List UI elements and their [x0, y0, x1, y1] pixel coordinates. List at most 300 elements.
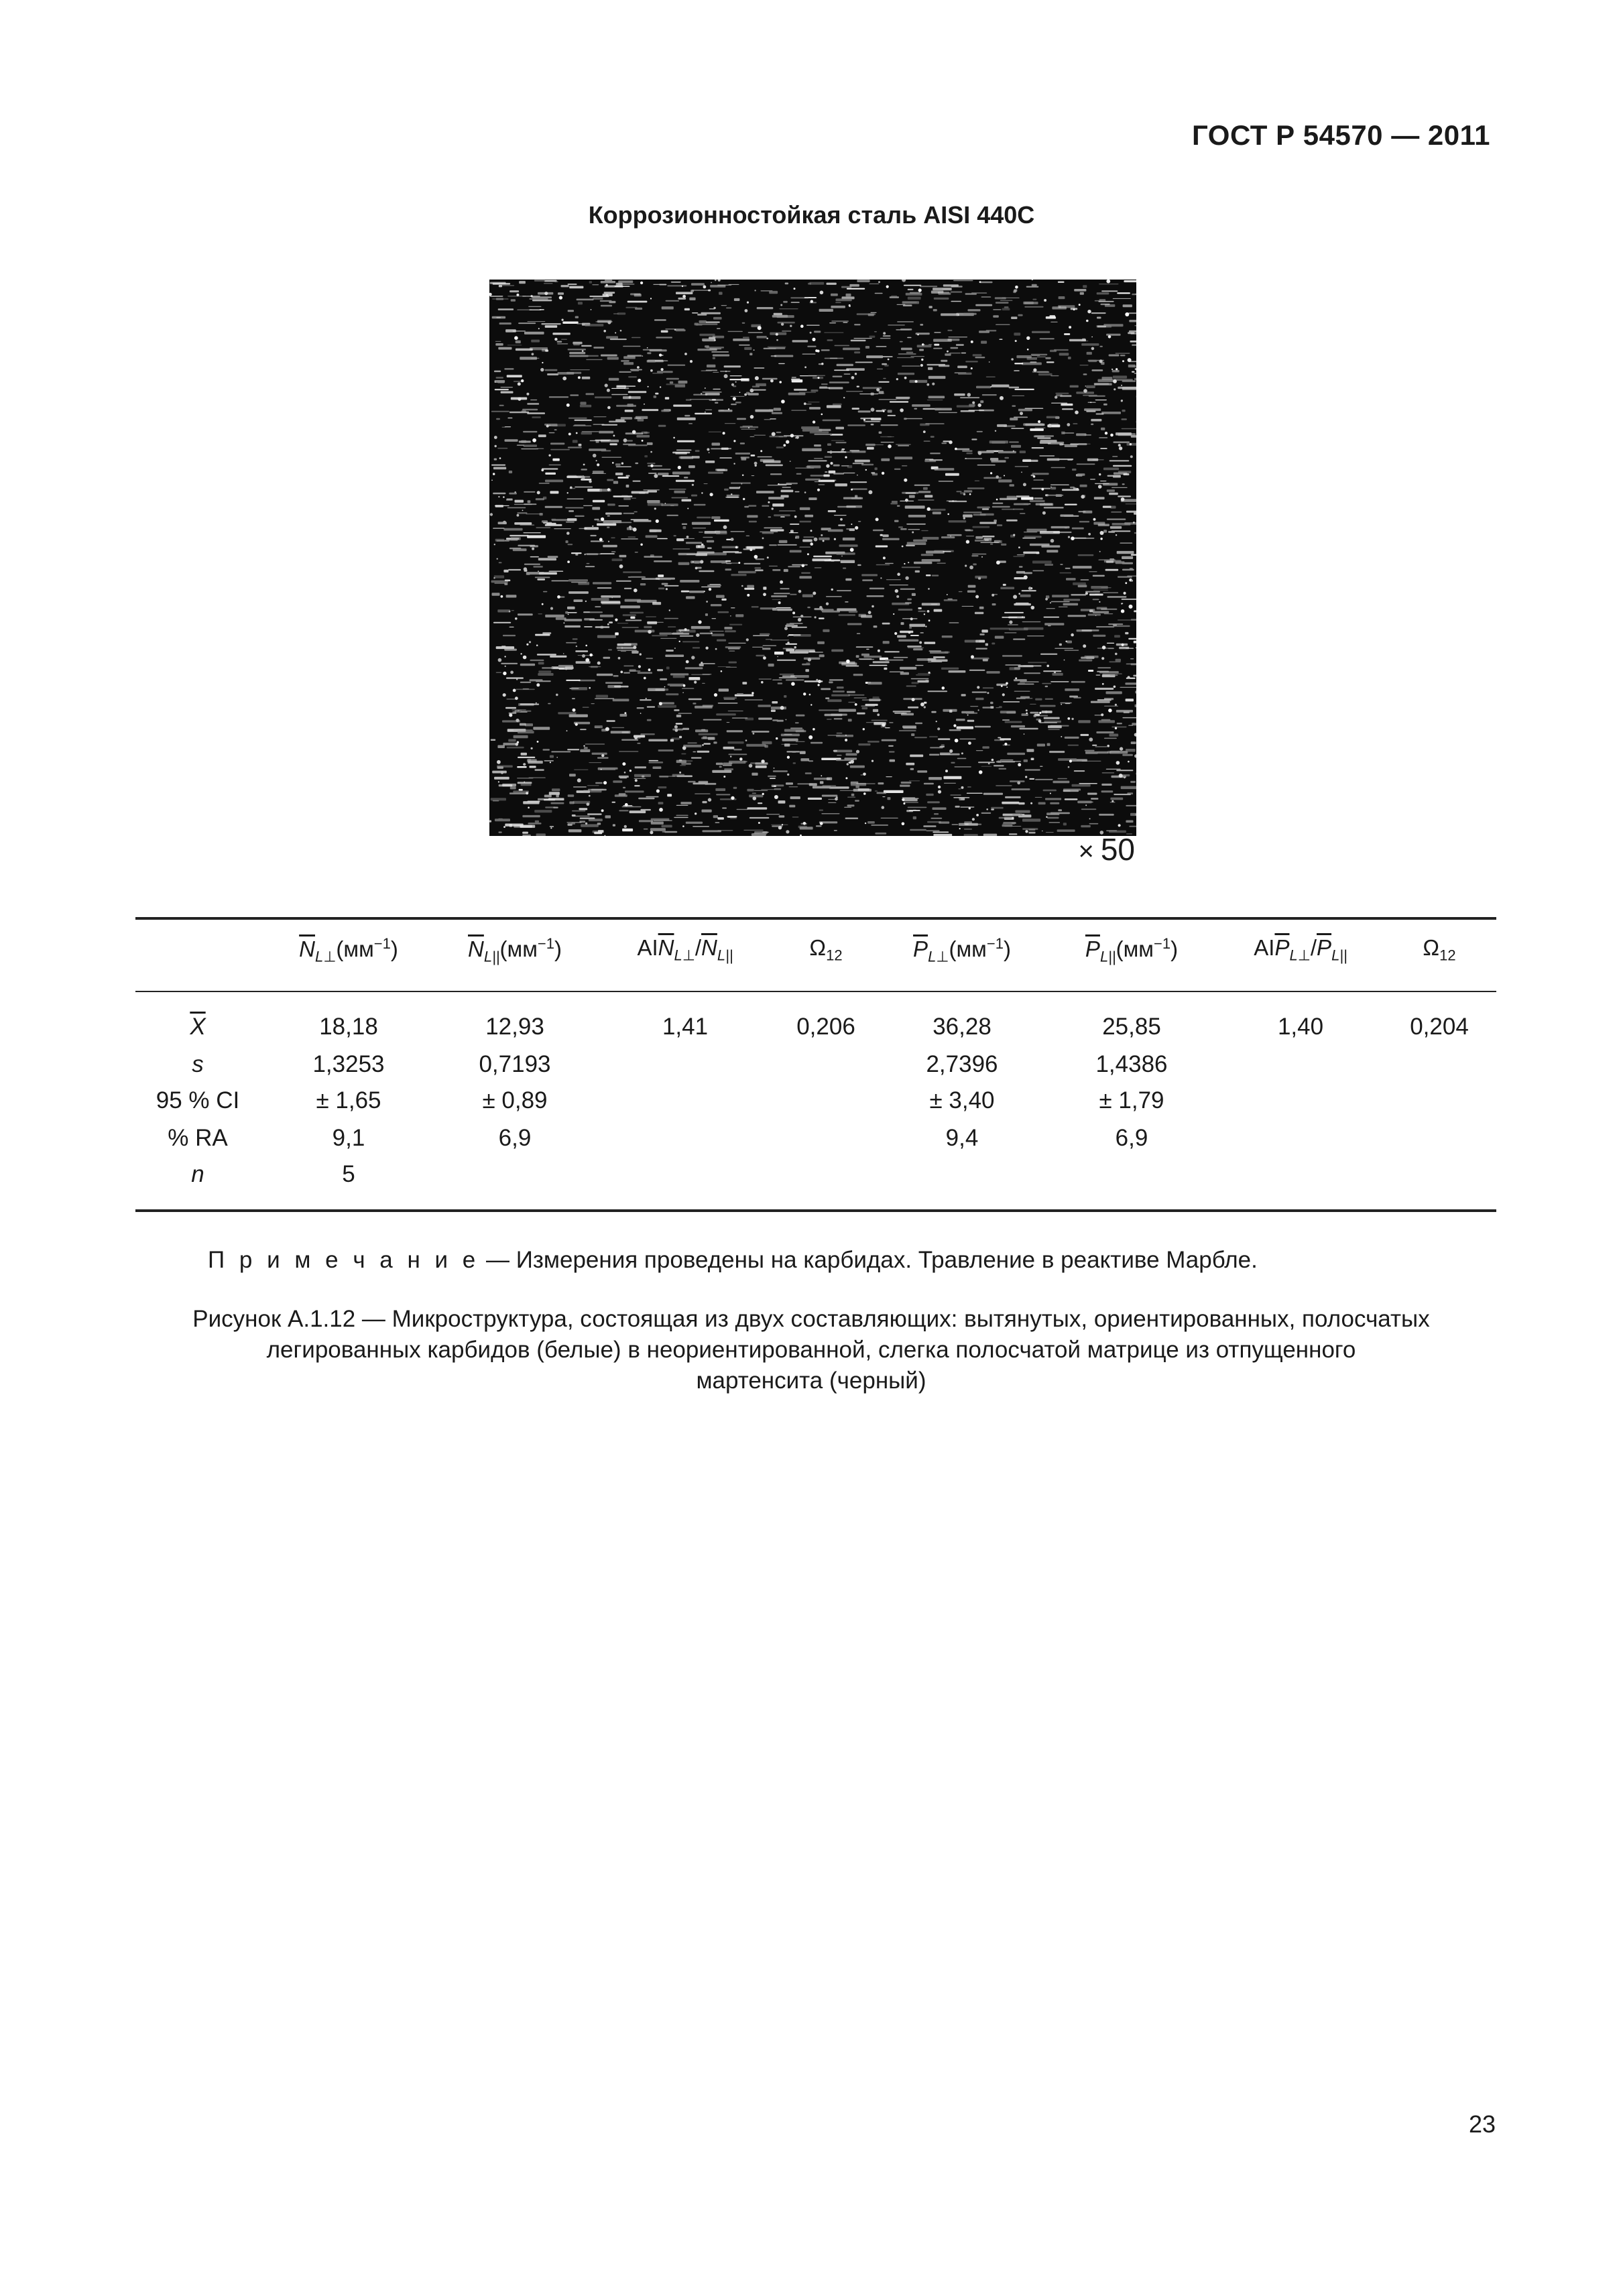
- carbide-streak: [965, 361, 978, 362]
- carbide-streak: [680, 802, 691, 804]
- carbide-streak: [902, 465, 907, 466]
- carbide-grain: [1004, 475, 1005, 477]
- carbide-grain: [794, 516, 797, 518]
- carbide-grain: [836, 796, 838, 798]
- carbide-streak: [739, 345, 750, 346]
- carbide-grain: [855, 373, 857, 375]
- carbide-streak: [729, 624, 742, 625]
- table-cell: 1,40: [1277, 1014, 1324, 1040]
- carbide-streak: [1122, 717, 1136, 719]
- table-cell: ± 1,79: [1099, 1087, 1164, 1113]
- carbide-streak: [643, 489, 660, 491]
- carbide-streak: [1055, 648, 1073, 650]
- carbide-grain: [597, 662, 601, 665]
- carbide-grain: [818, 377, 820, 379]
- carbide-streak: [934, 332, 941, 333]
- carbide-streak: [507, 418, 512, 419]
- carbide-grain: [640, 282, 643, 284]
- carbide-streak: [949, 710, 953, 713]
- carbide-streak: [1023, 423, 1043, 426]
- carbide-streak: [538, 670, 551, 673]
- carbide-streak: [836, 760, 853, 761]
- carbide-streak: [933, 511, 941, 514]
- carbide-streak: [1085, 751, 1098, 754]
- carbide-streak: [667, 285, 686, 286]
- carbide-streak: [979, 607, 984, 609]
- carbide-streak: [1045, 686, 1048, 687]
- carbide-grain: [955, 448, 957, 450]
- carbide-streak: [906, 493, 916, 494]
- carbide-streak: [661, 410, 669, 412]
- carbide-streak: [754, 435, 766, 436]
- carbide-streak: [1071, 594, 1086, 596]
- carbide-grain: [1048, 424, 1052, 428]
- figure-caption: [147, 1304, 1475, 1396]
- carbide-streak: [968, 410, 984, 411]
- carbide-streak: [665, 397, 669, 400]
- table-bottom-rule: [135, 1209, 1496, 1212]
- carbide-streak: [735, 552, 742, 553]
- carbide-grain: [1021, 472, 1022, 473]
- carbide-streak: [1131, 554, 1136, 556]
- carbide-streak: [834, 830, 837, 831]
- carbide-streak: [855, 362, 873, 363]
- carbide-streak: [784, 743, 790, 746]
- carbide-streak: [1083, 511, 1092, 513]
- carbide-streak: [715, 788, 725, 791]
- carbide-grain: [969, 566, 973, 570]
- carbide-grain: [730, 756, 732, 758]
- carbide-streak: [592, 284, 599, 285]
- carbide-grain: [1006, 682, 1008, 685]
- carbide-streak: [776, 432, 782, 433]
- carbide-streak: [607, 685, 621, 688]
- carbide-streak: [867, 741, 880, 743]
- carbide-streak: [819, 538, 829, 540]
- carbide-streak: [1032, 488, 1051, 489]
- carbide-streak: [789, 532, 798, 533]
- carbide-grain: [624, 772, 626, 774]
- carbide-streak: [800, 521, 811, 523]
- carbide-streak: [843, 348, 860, 351]
- carbide-streak: [764, 419, 771, 420]
- carbide-streak: [855, 495, 857, 498]
- carbide-streak: [620, 605, 640, 608]
- carbide-grain: [723, 432, 725, 434]
- carbide-streak: [1035, 699, 1042, 701]
- carbide-streak: [524, 564, 540, 565]
- carbide-streak: [1024, 302, 1038, 304]
- carbide-streak: [727, 741, 743, 744]
- carbide-streak: [778, 800, 786, 804]
- carbide-grain: [820, 291, 824, 295]
- carbide-grain: [566, 404, 570, 407]
- carbide-streak: [501, 646, 505, 648]
- carbide-streak: [686, 596, 695, 599]
- carbide-streak: [807, 346, 816, 347]
- carbide-streak: [1091, 424, 1093, 426]
- carbide-streak: [991, 807, 1003, 809]
- carbide-streak: [950, 794, 961, 796]
- carbide-streak: [1126, 511, 1136, 513]
- carbide-grain: [1039, 712, 1041, 714]
- carbide-grain: [767, 556, 769, 558]
- carbide-grain: [698, 545, 701, 548]
- carbide-streak: [643, 349, 662, 351]
- carbide-streak: [1068, 745, 1079, 746]
- carbide-streak: [605, 280, 612, 281]
- carbide-grain: [542, 362, 543, 363]
- carbide-streak: [813, 786, 831, 789]
- carbide-streak: [754, 367, 764, 369]
- carbide-streak: [921, 530, 928, 531]
- carbide-streak: [1017, 554, 1025, 556]
- carbide-streak: [1053, 673, 1063, 676]
- carbide-streak: [803, 536, 814, 538]
- carbide-grain: [754, 349, 755, 351]
- carbide-streak: [809, 282, 824, 285]
- carbide-streak: [711, 618, 716, 619]
- carbide-streak: [1135, 690, 1136, 693]
- carbide-grain: [955, 739, 959, 743]
- carbide-streak: [999, 817, 1012, 819]
- carbide-grain: [516, 294, 519, 296]
- carbide-streak: [538, 613, 542, 614]
- carbide-streak: [967, 591, 975, 593]
- carbide-grain: [1118, 824, 1121, 827]
- carbide-streak: [910, 768, 914, 770]
- carbide-grain: [912, 698, 915, 701]
- carbide-streak: [543, 591, 548, 593]
- carbide-streak: [1081, 825, 1091, 827]
- carbide-grain: [841, 556, 843, 557]
- carbide-streak: [800, 507, 810, 510]
- carbide-grain: [1099, 551, 1101, 552]
- carbide-grain: [556, 757, 558, 758]
- carbide-streak: [880, 534, 883, 536]
- carbide-streak: [522, 815, 540, 817]
- micrograph-image: [489, 280, 1136, 836]
- carbide-streak: [544, 760, 554, 762]
- carbide-streak: [1040, 531, 1060, 534]
- carbide-streak: [658, 786, 666, 788]
- col-header-ai-nl: $AI\overline{N}_{L\perp}/\overline{N}_{L||}$: [637, 935, 733, 964]
- carbide-streak: [522, 832, 528, 834]
- carbide-streak: [768, 497, 784, 499]
- carbide-streak: [1044, 717, 1060, 719]
- carbide-grain: [938, 790, 941, 794]
- carbide-streak: [1091, 701, 1110, 703]
- carbide-streak: [1110, 798, 1123, 800]
- carbide-grain: [762, 793, 764, 795]
- carbide-grain: [592, 526, 593, 527]
- carbide-streak: [1014, 363, 1023, 364]
- carbide-streak: [524, 532, 541, 533]
- carbide-streak: [688, 677, 700, 680]
- carbide-streak: [907, 337, 912, 339]
- carbide-streak: [686, 399, 691, 401]
- carbide-grain: [1006, 686, 1008, 688]
- table-cell: 6,9: [1115, 1125, 1148, 1151]
- carbide-streak: [1034, 715, 1036, 717]
- carbide-streak: [777, 609, 792, 611]
- carbide-grain: [813, 420, 815, 423]
- carbide-grain: [821, 534, 823, 536]
- magnification-value: 50: [1100, 832, 1135, 867]
- carbide-streak: [676, 723, 683, 725]
- carbide-grain: [724, 374, 728, 378]
- carbide-grain: [1113, 379, 1117, 383]
- carbide-grain: [851, 489, 853, 491]
- carbide-grain: [1075, 410, 1079, 414]
- carbide-streak: [1130, 568, 1133, 570]
- carbide-streak: [871, 472, 875, 473]
- carbide-streak: [496, 672, 502, 673]
- carbide-streak: [1133, 675, 1136, 677]
- carbide-streak: [1080, 292, 1084, 295]
- carbide-grain: [830, 462, 833, 465]
- carbide-streak: [542, 468, 558, 469]
- carbide-streak: [918, 607, 921, 609]
- carbide-grain: [863, 728, 865, 730]
- carbide-streak: [906, 686, 916, 687]
- carbide-streak: [975, 536, 983, 539]
- carbide-streak: [882, 623, 890, 625]
- carbide-streak: [647, 463, 655, 464]
- carbide-streak: [685, 667, 703, 669]
- carbide-grain: [640, 544, 643, 546]
- carbide-grain: [629, 770, 632, 772]
- carbide-streak: [774, 788, 782, 790]
- carbide-grain: [684, 628, 687, 631]
- carbide-grain: [829, 450, 832, 453]
- carbide-streak: [725, 568, 732, 570]
- carbide-streak: [845, 579, 851, 581]
- carbide-streak: [600, 615, 613, 617]
- carbide-streak: [779, 308, 798, 309]
- carbide-streak: [550, 826, 554, 827]
- carbide-streak: [632, 491, 649, 494]
- carbide-streak: [791, 379, 800, 381]
- carbide-grain: [634, 589, 638, 593]
- carbide-streak: [581, 355, 599, 357]
- carbide-grain: [1009, 621, 1012, 624]
- carbide-streak: [975, 357, 985, 358]
- carbide-streak: [799, 391, 817, 393]
- carbide-streak: [585, 743, 605, 745]
- carbide-streak: [566, 642, 577, 644]
- carbide-streak: [858, 521, 861, 522]
- carbide-streak: [1103, 404, 1107, 406]
- carbide-streak: [869, 588, 884, 590]
- carbide-grain: [1100, 538, 1102, 540]
- carbide-grain: [927, 610, 930, 613]
- carbide-grain: [815, 616, 817, 618]
- carbide-streak: [906, 352, 914, 353]
- carbide-streak: [757, 307, 774, 309]
- carbide-streak: [816, 825, 822, 827]
- carbide-streak: [792, 377, 796, 378]
- carbide-streak: [943, 776, 961, 780]
- carbide-streak: [568, 829, 582, 832]
- carbide-streak: [757, 336, 767, 339]
- carbide-streak: [648, 490, 657, 492]
- carbide-grain: [1106, 280, 1110, 284]
- carbide-streak: [889, 751, 895, 753]
- carbide-streak: [829, 381, 849, 383]
- carbide-grain: [1031, 606, 1035, 610]
- carbide-streak: [967, 793, 983, 794]
- carbide-streak: [1020, 513, 1026, 514]
- carbide-streak: [1124, 711, 1130, 713]
- carbide-grain: [1115, 653, 1118, 656]
- carbide-streak: [790, 524, 799, 525]
- carbide-streak: [1122, 410, 1126, 412]
- carbide-grain: [1115, 704, 1117, 706]
- table-cell: ± 0,89: [482, 1087, 548, 1113]
- carbide-grain: [536, 683, 540, 686]
- carbide-streak: [595, 782, 603, 784]
- carbide-streak: [973, 526, 990, 528]
- carbide-grain: [895, 589, 898, 593]
- carbide-grain: [1044, 503, 1045, 504]
- carbide-streak: [783, 301, 788, 303]
- carbide-grain: [831, 589, 833, 591]
- carbide-streak: [920, 286, 937, 287]
- carbide-streak: [972, 692, 987, 693]
- carbide-streak: [910, 755, 923, 758]
- carbide-grain: [738, 562, 740, 564]
- carbide-grain: [786, 719, 787, 721]
- carbide-streak: [609, 621, 613, 623]
- carbide-streak: [728, 331, 743, 332]
- carbide-streak: [800, 751, 806, 754]
- carbide-streak: [1060, 703, 1072, 704]
- carbide-streak: [1107, 519, 1126, 520]
- carbide-grain: [607, 406, 611, 410]
- carbide-streak: [545, 615, 564, 617]
- carbide-streak: [689, 591, 705, 593]
- carbide-streak: [568, 579, 588, 582]
- carbide-streak: [982, 707, 991, 708]
- carbide-grain: [971, 367, 973, 369]
- carbide-streak: [515, 500, 524, 503]
- carbide-streak: [934, 298, 949, 300]
- carbide-streak: [1134, 610, 1136, 612]
- carbide-streak: [827, 699, 841, 702]
- carbide-streak: [1109, 493, 1118, 495]
- carbide-streak: [908, 297, 921, 300]
- carbide-grain: [783, 444, 786, 446]
- carbide-streak: [1036, 552, 1040, 554]
- carbide-streak: [949, 622, 959, 623]
- carbide-streak: [1108, 648, 1114, 649]
- carbide-streak: [672, 633, 689, 635]
- carbide-grain: [550, 827, 552, 829]
- carbide-streak: [857, 713, 865, 715]
- row-label-n: n: [191, 1161, 204, 1187]
- carbide-streak: [699, 570, 714, 572]
- carbide-streak: [495, 505, 503, 507]
- carbide-grain: [664, 686, 666, 688]
- table-cell: 9,1: [332, 1125, 365, 1151]
- carbide-grain: [988, 763, 990, 765]
- carbide-streak: [802, 448, 821, 452]
- carbide-grain: [714, 339, 716, 341]
- carbide-grain: [851, 376, 855, 379]
- carbide-streak: [1014, 503, 1029, 505]
- carbide-streak: [1126, 749, 1136, 752]
- carbide-grain: [513, 689, 516, 692]
- carbide-streak: [509, 290, 519, 292]
- carbide-streak: [524, 332, 544, 335]
- carbide-streak: [1065, 445, 1077, 447]
- carbide-streak: [618, 505, 629, 507]
- table-cell: 36,28: [933, 1014, 991, 1040]
- carbide-streak: [593, 582, 611, 584]
- carbide-streak: [811, 389, 819, 391]
- carbide-streak: [890, 402, 908, 403]
- carbide-streak: [982, 508, 989, 509]
- caption-line: легированных карбидов (белые) в неориентированной, слегка полосчатой матрице из отпущенного: [266, 1337, 1356, 1363]
- carbide-grain: [1124, 592, 1126, 595]
- carbide-streak: [633, 481, 641, 482]
- carbide-grain: [517, 741, 519, 743]
- carbide-grain: [1121, 603, 1122, 604]
- carbide-streak: [907, 646, 922, 648]
- carbide-streak: [578, 582, 589, 585]
- carbide-streak: [655, 393, 658, 395]
- carbide-streak: [526, 513, 542, 514]
- carbide-streak: [956, 719, 965, 721]
- carbide-streak: [810, 742, 823, 744]
- carbide-streak: [1003, 701, 1020, 703]
- carbide-streak: [801, 572, 810, 574]
- carbide-grain: [1025, 776, 1027, 778]
- carbide-streak: [651, 819, 670, 821]
- carbide-grain: [690, 360, 693, 363]
- carbide-streak: [821, 383, 828, 385]
- carbide-streak: [899, 730, 916, 731]
- carbide-streak: [702, 391, 721, 392]
- carbide-streak: [862, 707, 868, 709]
- carbide-grain: [953, 724, 956, 727]
- carbide-streak: [1083, 395, 1097, 396]
- carbide-streak: [1093, 575, 1105, 577]
- carbide-streak: [1062, 408, 1073, 410]
- carbide-streak: [564, 619, 582, 621]
- carbide-streak: [532, 300, 552, 302]
- carbide-streak: [640, 809, 651, 810]
- carbide-streak: [735, 614, 743, 617]
- carbide-grain: [524, 782, 525, 783]
- carbide-grain: [1130, 443, 1132, 445]
- carbide-grain: [1026, 713, 1028, 714]
- carbide-grain: [814, 538, 818, 542]
- carbide-streak: [772, 412, 782, 414]
- carbide-streak: [581, 345, 592, 347]
- carbide-streak: [792, 627, 807, 628]
- row-label-ci: 95 % CI: [156, 1087, 240, 1113]
- carbide-grain: [521, 379, 524, 382]
- carbide-grain: [947, 594, 948, 595]
- carbide-streak: [677, 418, 696, 420]
- carbide-grain: [526, 393, 529, 396]
- carbide-streak: [924, 440, 930, 442]
- carbide-streak: [1122, 483, 1125, 485]
- carbide-streak: [1016, 603, 1029, 605]
- table-cell: 0,206: [796, 1014, 855, 1040]
